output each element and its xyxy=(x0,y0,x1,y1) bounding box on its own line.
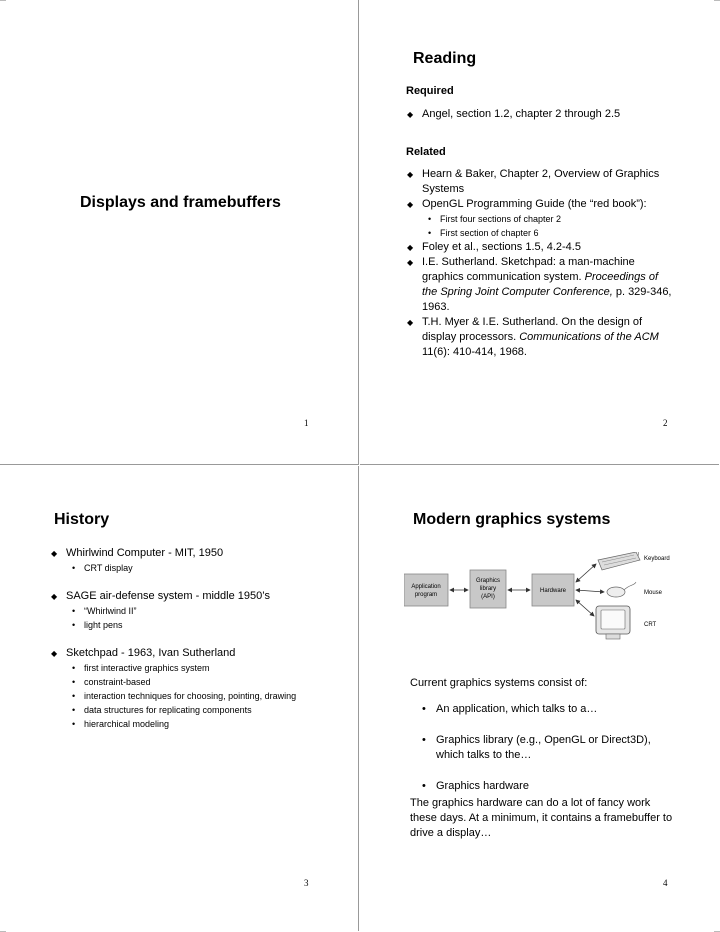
list-item: ◆ SAGE air-defense system - middle 1950’s xyxy=(50,589,320,604)
citation-text: I.E. Sutherland. Sketchpad: a man-machine graphics communication system. xyxy=(422,256,635,283)
slide-3 xyxy=(0,466,359,931)
connector-arrow xyxy=(576,590,604,592)
page-number: 4 xyxy=(663,878,668,888)
slide-1 xyxy=(0,0,359,465)
list-subitem: • “Whirlwind II” xyxy=(50,604,320,618)
crt-label: CRT xyxy=(644,622,657,628)
required-list xyxy=(406,107,676,122)
citation-pages: 11(6): 410-414, 1968. xyxy=(422,346,527,358)
application-label: Application xyxy=(411,584,441,590)
list-item xyxy=(406,315,674,360)
keyboard-icon xyxy=(598,552,640,570)
list-subitem: • interaction techniques for choosing, pointing, drawing xyxy=(50,689,320,703)
system-components-list xyxy=(410,702,678,810)
list-item xyxy=(406,255,674,315)
list-subitem: • light pens xyxy=(50,618,320,632)
list-subitem: • hierarchical modeling xyxy=(50,717,320,731)
related-list xyxy=(406,167,674,360)
page-number: 2 xyxy=(663,418,668,428)
citation-venue: Proceedings of the Spring Joint Computer Conference, xyxy=(422,271,659,298)
graphics-system-diagram xyxy=(404,552,704,644)
slide-4 xyxy=(360,466,719,931)
list-item: ◆ Foley et al., sections 1.5, 4.2-4.5 xyxy=(406,240,674,255)
list-item: ◆ Sketchpad - 1963, Ivan Sutherland xyxy=(50,646,320,661)
list-item: ◆ Angel, section 1.2, chapter 2 through 2.5 xyxy=(406,107,676,122)
hardware-label: Hardware xyxy=(539,588,567,594)
page-number: 1 xyxy=(304,418,309,428)
required-heading: Required xyxy=(406,85,454,97)
slide-title: History xyxy=(54,511,110,528)
list-subitem: • constraint-based xyxy=(50,675,320,689)
list-item: ◆ OpenGL Programming Guide (the “red book”): xyxy=(406,197,674,212)
list-subitem: • CRT display xyxy=(50,561,320,575)
keyboard-label: Keyboard xyxy=(644,556,670,562)
list-item: ◆ Hearn & Baker, Chapter 2, Overview of Graphics Systems xyxy=(406,167,674,197)
application-box xyxy=(404,574,448,606)
history-list xyxy=(50,546,320,731)
application-label: program xyxy=(414,592,438,598)
list-item: • Graphics hardware xyxy=(410,779,678,794)
mouse-label: Mouse xyxy=(644,590,663,596)
citation-venue: Communications of the ACM xyxy=(519,331,659,343)
citation-text: T.H. Myer & I.E. Sutherland. On the design of display processors. xyxy=(422,316,643,343)
connector-arrow xyxy=(576,564,596,582)
library-label: library xyxy=(479,586,497,592)
slide-title: Displays and framebuffers xyxy=(80,194,281,211)
list-subitem: • First four sections of chapter 2 xyxy=(406,212,674,226)
mouse-icon xyxy=(607,582,636,597)
crt-icon xyxy=(596,606,630,639)
list-item: ◆ Whirlwind Computer - MIT, 1950 xyxy=(50,546,320,561)
connector-arrow xyxy=(576,600,594,616)
slide-2 xyxy=(360,0,719,465)
slide-title: Reading xyxy=(413,50,477,67)
library-label: (API) xyxy=(481,594,495,600)
list-item: • Graphics library (e.g., OpenGL or Direct3D), which talks to the… xyxy=(410,733,678,763)
list-item: • An application, which talks to a… xyxy=(410,702,678,717)
intro-text: Current graphics systems consist of: xyxy=(410,677,588,689)
list-subitem: • First section of chapter 6 xyxy=(406,226,674,240)
page-number: 3 xyxy=(304,878,309,888)
citation-pages: p. 329-346, 1963. xyxy=(422,286,672,313)
list-subitem: • first interactive graphics system xyxy=(50,661,320,675)
slide-title: Modern graphics systems xyxy=(413,511,611,528)
related-heading: Related xyxy=(406,146,446,158)
closing-text: The graphics hardware can do a lot of fancy work these days. At a minimum, it contains a framebuffer to drive a display… xyxy=(410,797,673,839)
library-label: Graphics xyxy=(475,578,501,584)
list-subitem: • data structures for replicating components xyxy=(50,703,320,717)
